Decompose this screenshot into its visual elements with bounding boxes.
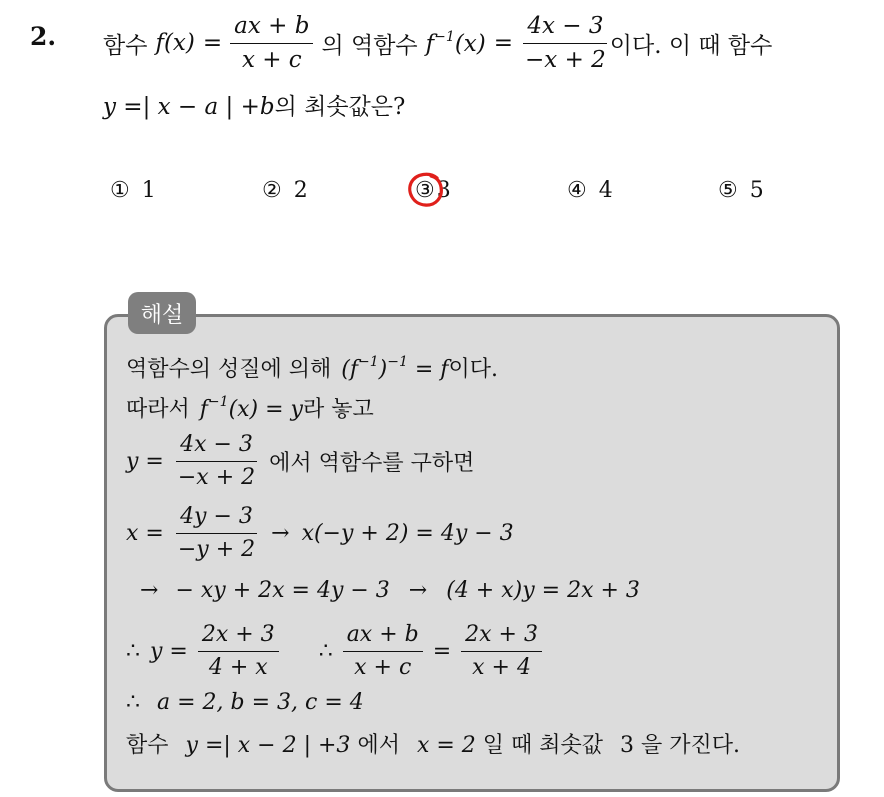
sol-l8-value: 3 xyxy=(620,733,635,758)
sol-l4-num: 4y − 3 xyxy=(176,504,257,533)
selected-circle-icon xyxy=(406,170,446,210)
choice-4[interactable] xyxy=(567,178,613,203)
choice-2-value: 2 xyxy=(293,178,308,203)
equals-sign: = xyxy=(202,30,223,56)
function-f-x: f(x) xyxy=(155,30,195,56)
sol-l6-frac-b-den: x + 4 xyxy=(472,654,531,680)
question-text-2: 의 역함수 xyxy=(321,32,418,59)
sol-l4-rhs: x(−y + 2) = 4y − 3 xyxy=(301,520,514,546)
fraction-numerator-2: 4x − 3 xyxy=(523,13,607,43)
sol-l1-math-b: ) xyxy=(378,357,388,382)
choice-1-value: 1 xyxy=(141,178,156,203)
answer-choices xyxy=(110,178,810,210)
sol-l6-therefore2: ∴ xyxy=(318,638,333,664)
sol-l5-arrow2: → xyxy=(408,578,428,603)
fraction-finv xyxy=(521,13,610,73)
solution-line-3 xyxy=(126,428,474,494)
sol-l7-math: a = 2, b = 3, c = 4 xyxy=(157,690,364,715)
sol-l4-lhs: x = xyxy=(126,520,164,546)
sol-l1-sup1: −1 xyxy=(358,354,379,370)
sol-l6-therefore: ∴ xyxy=(126,638,140,664)
sol-l6-num: 2x + 3 xyxy=(198,622,279,651)
question-text-3: 이다. 이 때 함수 xyxy=(609,32,773,59)
sol-l6-fraction-a xyxy=(343,622,423,680)
sol-l3-lhs: y = xyxy=(126,448,164,474)
sol-l1-math xyxy=(341,354,449,382)
sol-l5-mid: − xy + 2x = 4y − 3 xyxy=(175,578,390,603)
choice-5-mark: ⑤ xyxy=(718,178,738,203)
solution-line-2 xyxy=(126,392,374,423)
sol-l8-text1: 함수 xyxy=(126,733,169,758)
sol-l4-den: −y + 2 xyxy=(177,536,256,562)
choice-1-mark: ① xyxy=(110,178,130,203)
choice-1[interactable] xyxy=(110,178,156,203)
sol-l6-frac-a-num: ax + b xyxy=(343,622,423,651)
sol-l6-lhs: y = xyxy=(150,638,188,664)
sol-l2-end: 라 놓고 xyxy=(302,397,374,422)
sol-l6-fraction xyxy=(198,622,279,680)
inverse-function xyxy=(426,29,486,57)
sol-l1-text: 역함수의 성질에 의해 xyxy=(126,357,332,382)
solution-tab: 해설 xyxy=(128,292,196,334)
sol-l8-math: y =| x − 2 | +3 xyxy=(185,733,351,758)
sol-l5-arrow1: → xyxy=(140,578,159,603)
question-line-1 xyxy=(103,10,772,76)
choice-3-mark: ③ xyxy=(415,178,435,203)
question-number: 2. xyxy=(30,22,57,51)
choice-2-mark: ② xyxy=(262,178,282,203)
sol-l1-math-a: (f xyxy=(341,357,358,382)
choice-4-mark: ④ xyxy=(567,178,587,203)
sol-l1-math-c: = f xyxy=(407,357,449,382)
sol-l2-math xyxy=(199,394,303,422)
choice-2[interactable] xyxy=(262,178,308,203)
sol-l7-therefore: ∴ xyxy=(126,690,140,715)
fraction-f xyxy=(230,13,313,73)
fraction-numerator: ax + b xyxy=(230,13,313,43)
sol-l6-frac-b-num: 2x + 3 xyxy=(461,622,542,651)
sol-l8-text2: 에서 xyxy=(357,733,400,758)
sol-l8-text3: 일 때 최솟값 xyxy=(482,733,604,758)
sol-l4-fraction xyxy=(174,504,259,562)
choice-3-value: 3 xyxy=(436,178,451,203)
sol-l2-sup: −1 xyxy=(207,394,229,410)
solution-line-1 xyxy=(126,352,498,383)
sol-l8-text4: 을 가진다. xyxy=(641,733,741,758)
sol-l2-f: f xyxy=(199,397,208,422)
solution-line-5 xyxy=(140,578,640,603)
question-text-1: 함수 xyxy=(103,32,148,59)
question-line2-text: 의 최솟값은? xyxy=(274,94,406,120)
sol-l3-den: −x + 2 xyxy=(177,464,256,490)
fraction-denominator-2: −x + 2 xyxy=(525,46,606,73)
sol-l3-end: 에서 역함수를 구하면 xyxy=(269,450,475,476)
solution-line-4 xyxy=(126,500,514,566)
inverse-arg: (x) xyxy=(454,31,486,57)
sol-l4-arrow: → xyxy=(271,520,290,546)
inverse-f: f xyxy=(425,31,435,57)
inverse-exponent: −1 xyxy=(434,29,455,45)
sol-l1-sup2: −1 xyxy=(387,354,408,370)
sol-l6-den: 4 + x xyxy=(208,654,268,680)
sol-l3-fraction xyxy=(174,432,259,490)
sol-l2-text: 따라서 xyxy=(126,397,190,422)
question-line-2 xyxy=(103,88,405,121)
choice-5-value: 5 xyxy=(749,178,764,203)
sol-l1-end: 이다. xyxy=(448,357,498,382)
solution-line-7 xyxy=(126,690,364,715)
equals-sign-2: = xyxy=(493,30,514,56)
solution-line-8 xyxy=(126,728,740,759)
question-line2-math: y =| x − a | +b xyxy=(103,94,275,120)
choice-5[interactable] xyxy=(718,178,764,203)
choice-4-value: 4 xyxy=(598,178,613,203)
fraction-denominator: x + c xyxy=(241,46,302,73)
sol-l6-frac-a-den: x + c xyxy=(354,654,412,680)
sol-l6-eq: = xyxy=(432,638,452,664)
sol-l5-rhs: (4 + x)y = 2x + 3 xyxy=(446,578,640,603)
sol-l6-fraction-b xyxy=(461,622,542,680)
solution-line-6 xyxy=(126,618,542,684)
sol-l2-math-rest: (x) = y xyxy=(228,397,303,422)
sol-l3-num: 4x − 3 xyxy=(176,432,257,461)
sol-l8-math2: x = 2 xyxy=(416,733,476,758)
choice-3[interactable] xyxy=(415,178,451,203)
